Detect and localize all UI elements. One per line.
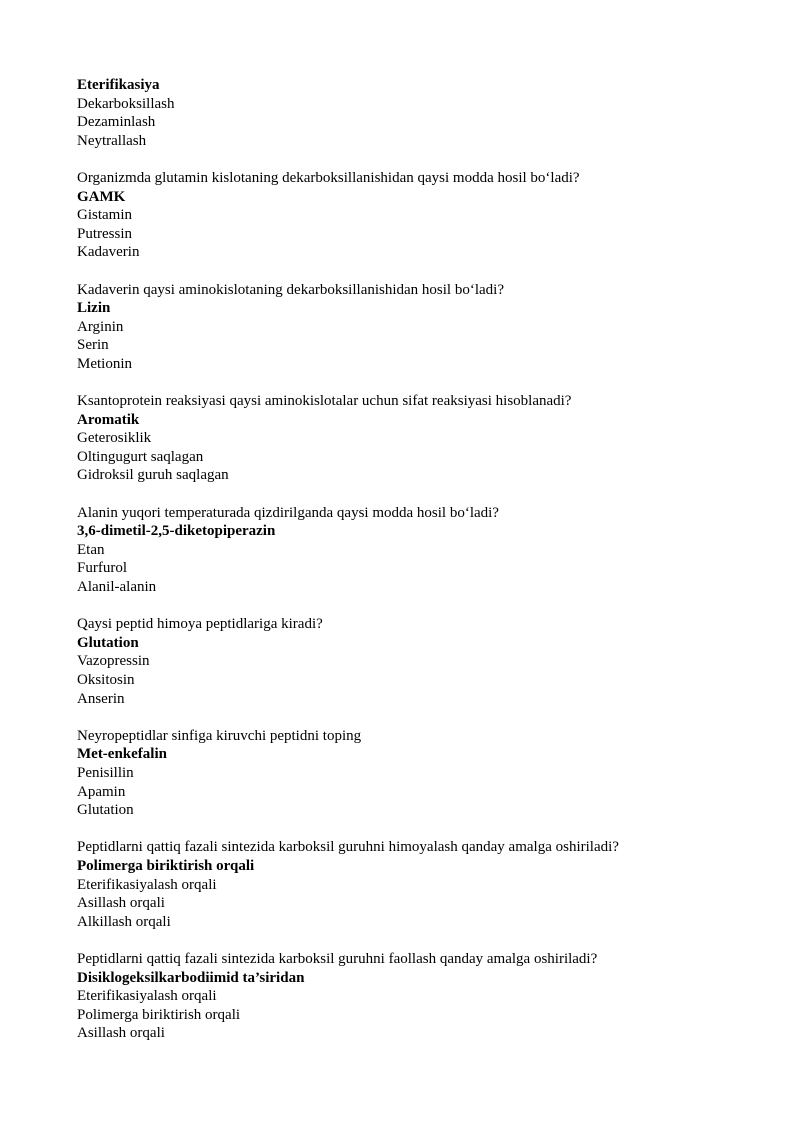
answer-option: Anserin bbox=[77, 690, 125, 707]
answer-option: Alkillash orqali bbox=[77, 913, 171, 930]
answer-option: Eterifikasiyalash orqali bbox=[77, 988, 217, 1005]
correct-answer: Eterifikasiya bbox=[77, 77, 160, 93]
correct-answer: Met-enkefalin bbox=[77, 746, 167, 763]
answer-option: Asillash orqali bbox=[77, 1025, 165, 1042]
answer-option: Gidroksil guruh saqlagan bbox=[77, 467, 229, 484]
answer-option: Serin bbox=[77, 337, 109, 354]
question-block-0 bbox=[77, 76, 737, 150]
answer-option: Glutation bbox=[77, 802, 134, 819]
question-block-7 bbox=[77, 838, 737, 931]
answer-option: Etan bbox=[77, 541, 105, 558]
correct-answer: Disiklogeksilkarbodiimid ta’siridan bbox=[77, 969, 305, 986]
answer-option: Alanil-alanin bbox=[77, 579, 157, 596]
question-block-8 bbox=[77, 950, 737, 1043]
correct-answer: Aromatik bbox=[77, 411, 140, 428]
answer-option: Eterifikasiyalash orqali bbox=[77, 876, 217, 893]
question-block-2 bbox=[77, 281, 737, 374]
question-block-6 bbox=[77, 727, 737, 820]
question-block-3 bbox=[77, 392, 737, 485]
question-block-4 bbox=[77, 504, 737, 597]
document-page bbox=[77, 76, 737, 1061]
correct-answer: GAMK bbox=[77, 188, 126, 205]
question-text: Alanin yuqori temperaturada qizdirilganda qaysi modda hosil bo‘ladi? bbox=[77, 504, 499, 521]
answer-option: Furfurol bbox=[77, 560, 127, 577]
correct-answer: Polimerga biriktirish orqali bbox=[77, 857, 255, 874]
question-block-1 bbox=[77, 169, 737, 262]
answer-option: Putressin bbox=[77, 225, 133, 242]
answer-option: Dezaminlash bbox=[77, 114, 156, 131]
correct-answer: Lizin bbox=[77, 300, 111, 317]
answer-option: Metionin bbox=[77, 355, 132, 372]
answer-option: Geterosiklik bbox=[77, 430, 152, 447]
question-text: Kadaverin qaysi aminokislotaning dekarboksillanishidan hosil bo‘ladi? bbox=[77, 281, 504, 298]
answer-option: Dekarboksillash bbox=[77, 95, 175, 112]
answer-option: Neytrallash bbox=[77, 132, 147, 149]
answer-option: Vazopressin bbox=[77, 653, 150, 670]
answer-option: Arginin bbox=[77, 318, 124, 335]
correct-answer: 3,6-dimetil-2,5-diketopiperazin bbox=[77, 523, 276, 540]
answer-option: Oltingugurt saqlagan bbox=[77, 448, 204, 465]
answer-option: Kadaverin bbox=[77, 244, 140, 261]
question-text: Organizmda glutamin kislotaning dekarboksillanishidan qaysi modda hosil bo‘ladi? bbox=[77, 169, 580, 186]
answer-option: Polimerga biriktirish orqali bbox=[77, 1006, 241, 1023]
answer-option: Penisillin bbox=[77, 764, 134, 781]
answer-option: Apamin bbox=[77, 783, 126, 800]
answer-option: Oksitosin bbox=[77, 672, 135, 688]
question-text: Qaysi peptid himoya peptidlariga kiradi? bbox=[77, 616, 323, 633]
question-text: Peptidlarni qattiq fazali sintezida karboksil guruhni himoyalash qanday amalga oshiriladi? bbox=[77, 839, 619, 856]
answer-option: Asillash orqali bbox=[77, 895, 165, 912]
question-text: Ksantoprotein reaksiyasi qaysi aminokislotalar uchun sifat reaksiyasi hisoblanadi? bbox=[77, 393, 572, 410]
correct-answer: Glutation bbox=[77, 634, 139, 651]
question-text: Peptidlarni qattiq fazali sintezida karboksil guruhni faollash qanday amalga oshiriladi? bbox=[77, 950, 598, 967]
question-block-5 bbox=[77, 615, 737, 708]
question-text: Neyropeptidlar sinfiga kiruvchi peptidni toping bbox=[77, 727, 362, 744]
answer-option: Gistamin bbox=[77, 207, 132, 224]
